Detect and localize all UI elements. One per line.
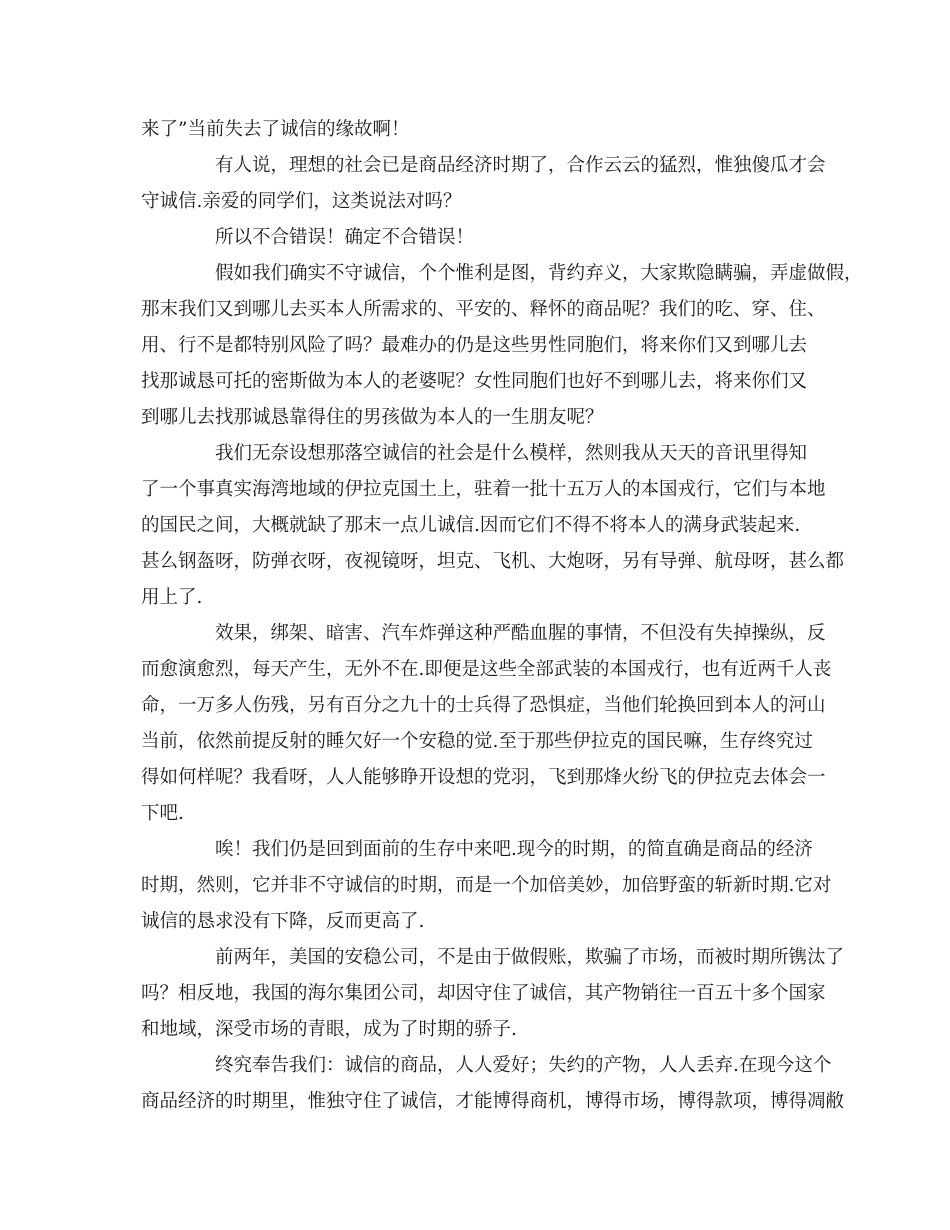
text-line: 那末我们又到哪儿去买本人所需求的、平安的、释怀的商品呢？我们的吃、穿、住、: [141, 299, 826, 320]
text-line: 用、行不是都特别风险了吗？最难办的仍是这些男性同胞们，将来你们又到哪儿去: [141, 335, 808, 356]
paragraph-first-line: 假如我们确实不守诚信，个个惟利是图，背约弃义，大家欺隐瞒骗，弄虚做假，: [215, 263, 863, 284]
text-line: 来了”当前失去了诚信的缘故啊！: [141, 119, 410, 140]
paragraph-first-line: 我们无奈设想那落空诚信的社会是什么模样，然则我从天天的音讯里得知: [215, 443, 808, 464]
text-line: 找那诚恳可托的密斯做为本人的老婆呢？女性同胞们也好不到哪儿去，将来你们又: [141, 371, 808, 392]
text-line: 下吧.: [141, 803, 184, 824]
text-line: 商品经济的时期里，惟独守住了诚信，才能博得商机，博得市场，博得款项，博得凋敝: [141, 1091, 845, 1112]
text-line: 当前，依然前提反射的睡欠好一个安稳的觉.至于那些伊拉克的国民嘛，生存终究过: [141, 731, 813, 752]
text-line: 诚信的恳求没有下降，反而更高了.: [141, 911, 425, 932]
text-line: 的国民之间，大概就缺了那末一点儿诚信.因而它们不得不将本人的满身武装起来.: [141, 515, 801, 536]
paragraph-first-line: 终究奉告我们：诚信的商品，人人爱好；失约的产物，人人丢弃.在现今这个: [215, 1055, 832, 1076]
text-line: 得如何样呢？我看呀，人人能够睁开设想的党羽，飞到那烽火纷飞的伊拉克去体会一: [141, 767, 826, 788]
text-line: 了一个事真实海湾地域的伊拉克国土上，驻着一批十五万人的本国戎行，它们与本地: [141, 479, 826, 500]
paragraph-first-line: 前两年，美国的安稳公司，不是由于做假账，欺骗了市场，而被时期所镌汰了: [215, 947, 845, 968]
text-line: 和地域，深受市场的青眼，成为了时期的骄子.: [141, 1019, 517, 1040]
paragraph-first-line: 效果，绑架、暗害、汽车炸弹这种严酷血腥的事情，不但没有失掉操纵，反: [215, 623, 826, 644]
paragraph-first-line: 唉！我们仍是回到面前的生存中来吧.现今的时期，的简直确是商品的经济: [215, 839, 813, 860]
text-line: 甚么钢盔呀，防弹衣呀，夜视镜呀，坦克、飞机、大炮呀，另有导弹、航母呀，甚么都: [141, 551, 845, 572]
text-line: 用上了.: [141, 587, 203, 608]
text-line: 命，一万多人伤残，另有百分之九十的士兵得了恐惧症，当他们轮换回到本人的河山: [141, 695, 826, 716]
paragraph-first-line: 所以不合错误！确定不合错误！: [215, 227, 475, 248]
text-line: 而愈演愈烈，每天产生，无外不在.即便是这些全部武装的本国戎行，也有近两千人丧: [141, 659, 832, 680]
text-line: 吗？相反地，我国的海尔集团公司，却因守住了诚信，其产物销往一百五十多个国家: [141, 983, 826, 1004]
text-line: 守诚信.亲爱的同学们，这类说法对吗？: [141, 191, 462, 212]
text-line: 到哪儿去找那诚恳靠得住的男孩做为本人的一生朋友呢？: [141, 407, 604, 428]
paragraph-first-line: 有人说，理想的社会已是商品经济时期了，合作云云的猛烈，惟独傻瓜才会: [215, 155, 826, 176]
text-line: 时期，然则，它并非不守诚信的时期，而是一个加倍美妙，加倍野蛮的斩新时期.它对: [141, 875, 832, 896]
